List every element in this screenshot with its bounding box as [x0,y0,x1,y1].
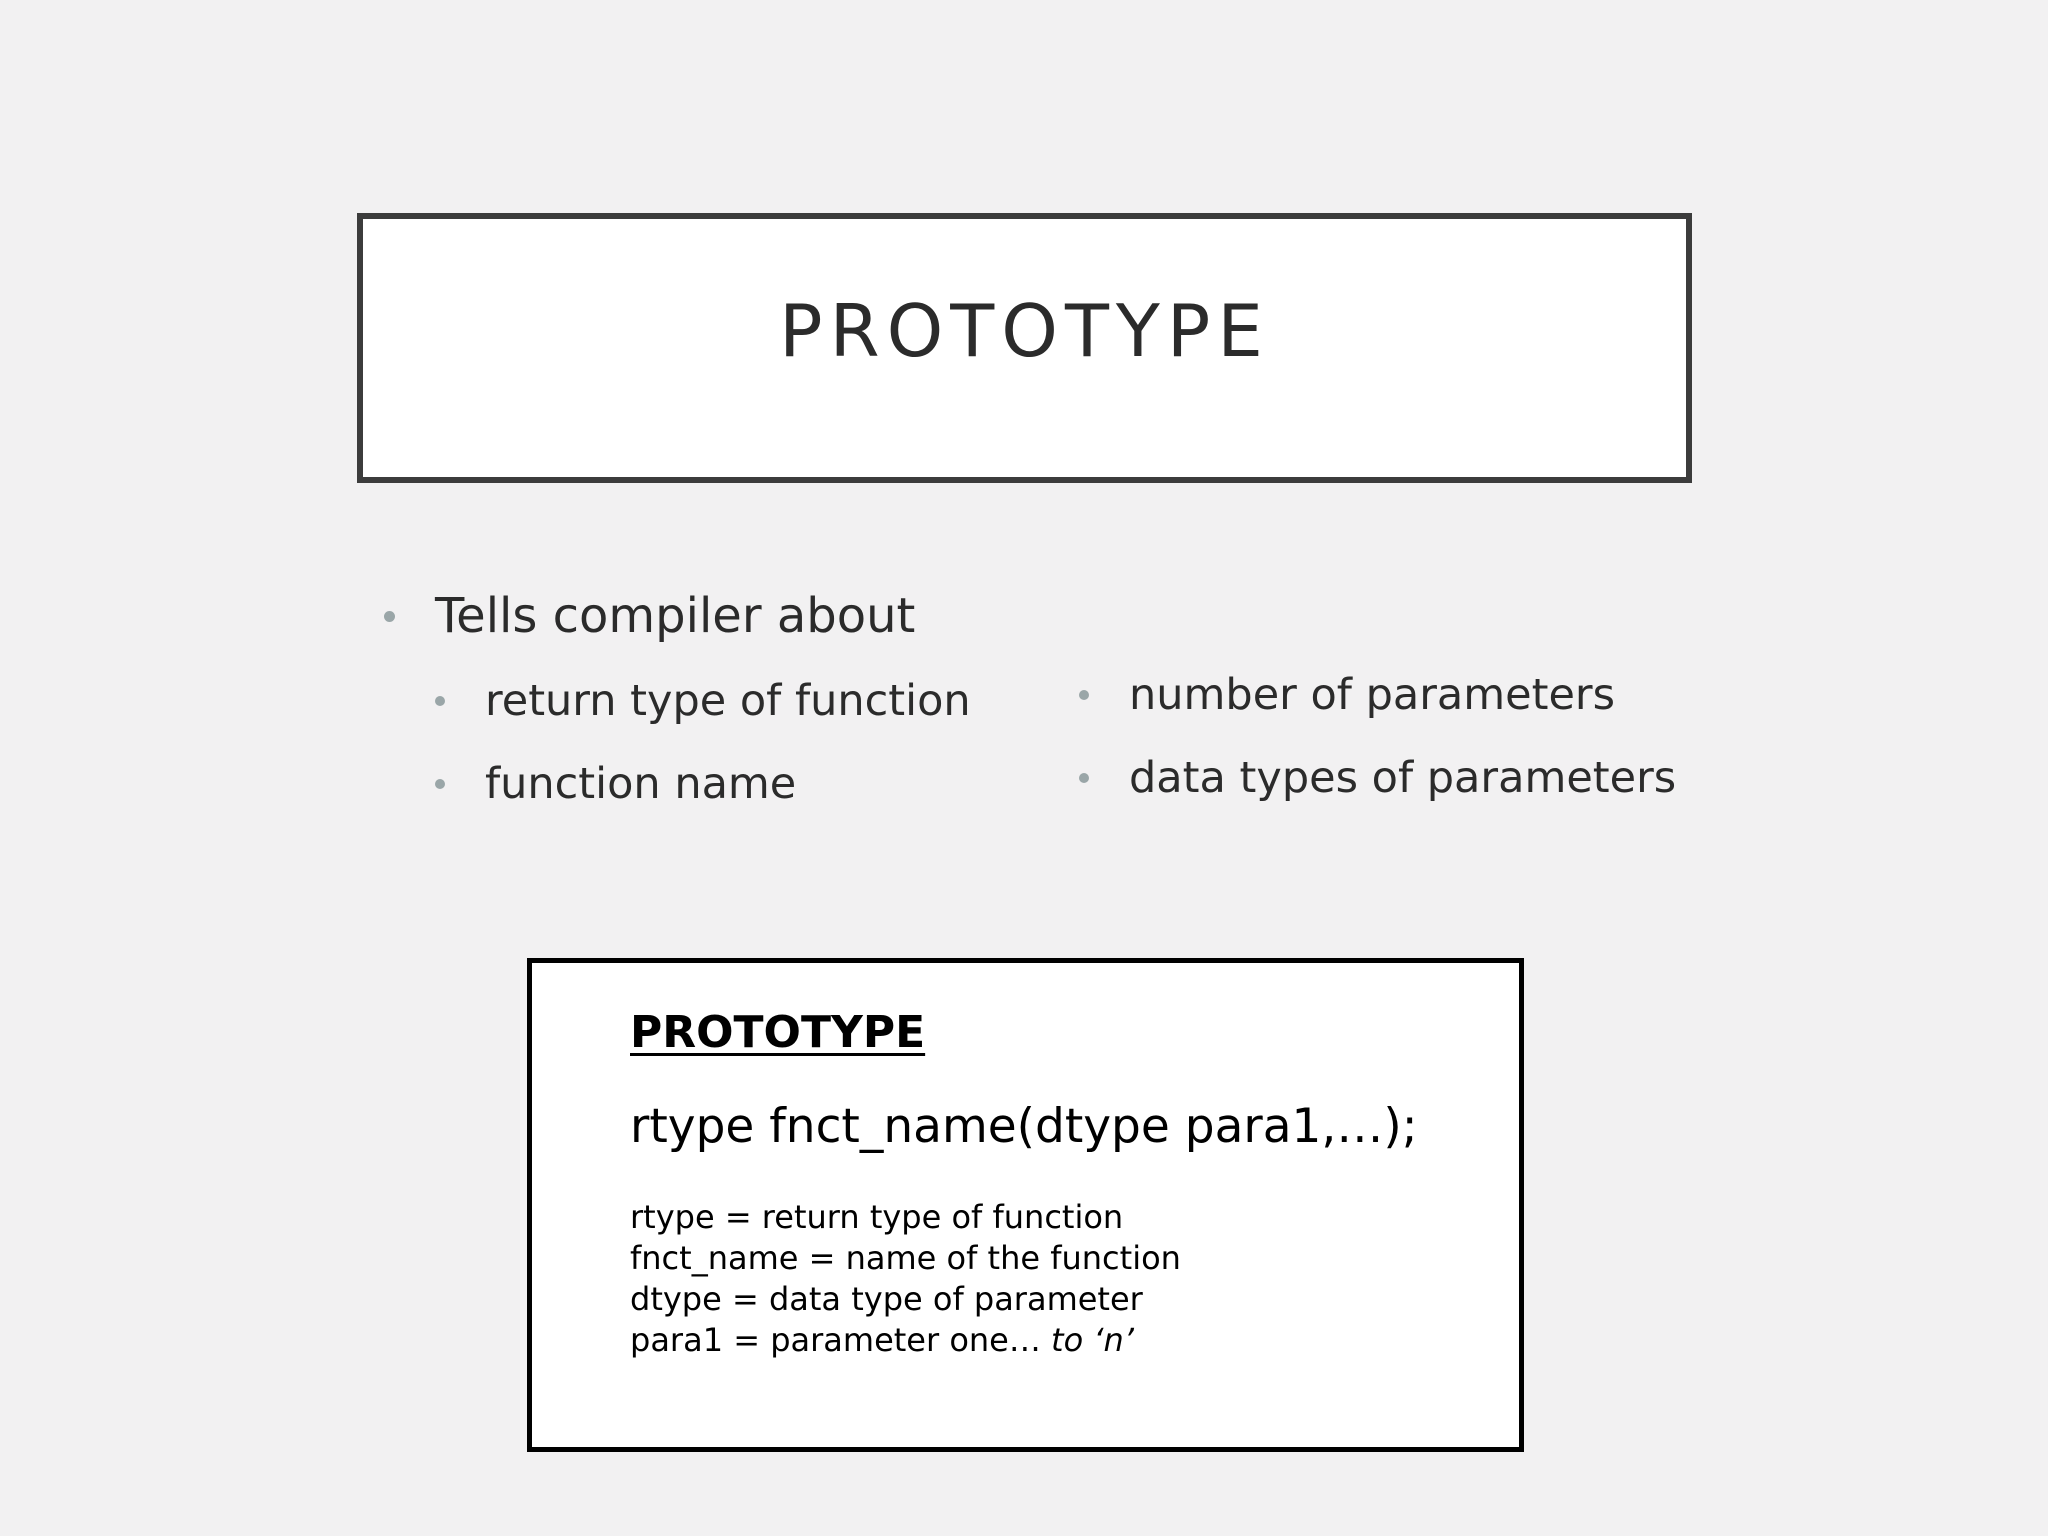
bullet-dot-icon [384,611,395,622]
legend-line-fnct-name: fnct_name = name of the function [630,1239,1181,1277]
bullet-number-parameters [1079,670,1615,720]
bullet-dot-icon [1079,690,1089,700]
bullet-function-name-text: function name [485,759,797,809]
bullet-dot-icon [1079,773,1089,783]
slide-title: PROTOTYPE [779,289,1270,373]
prototype-signature: rtype fnct_name(dtype para1,…); [630,1099,1418,1154]
bullet-return-type [435,676,971,726]
legend-line-dtype: dtype = data type of parameter [630,1280,1143,1318]
prototype-legend [630,1197,1181,1361]
title-box [357,213,1692,483]
bullet-function-name [435,759,796,809]
bullet-main [384,588,915,644]
bullet-number-parameters-text: number of parameters [1129,670,1616,720]
bullet-dot-icon [435,779,445,789]
legend-line-para1 [630,1320,1181,1361]
bullet-dot-icon [435,696,445,706]
bullet-data-types [1079,753,1676,803]
legend-line-para1-italic: to ‘n’ [1051,1321,1134,1359]
prototype-heading: PROTOTYPE [630,1007,926,1058]
legend-line-para1-text: para1 = parameter one… [630,1321,1052,1359]
legend-line-rtype: rtype = return type of function [630,1198,1124,1236]
bullet-data-types-text: data types of parameters [1129,753,1677,803]
prototype-box [527,958,1524,1452]
bullet-main-text: Tells compiler about [435,588,916,644]
bullet-return-type-text: return type of function [485,676,971,726]
